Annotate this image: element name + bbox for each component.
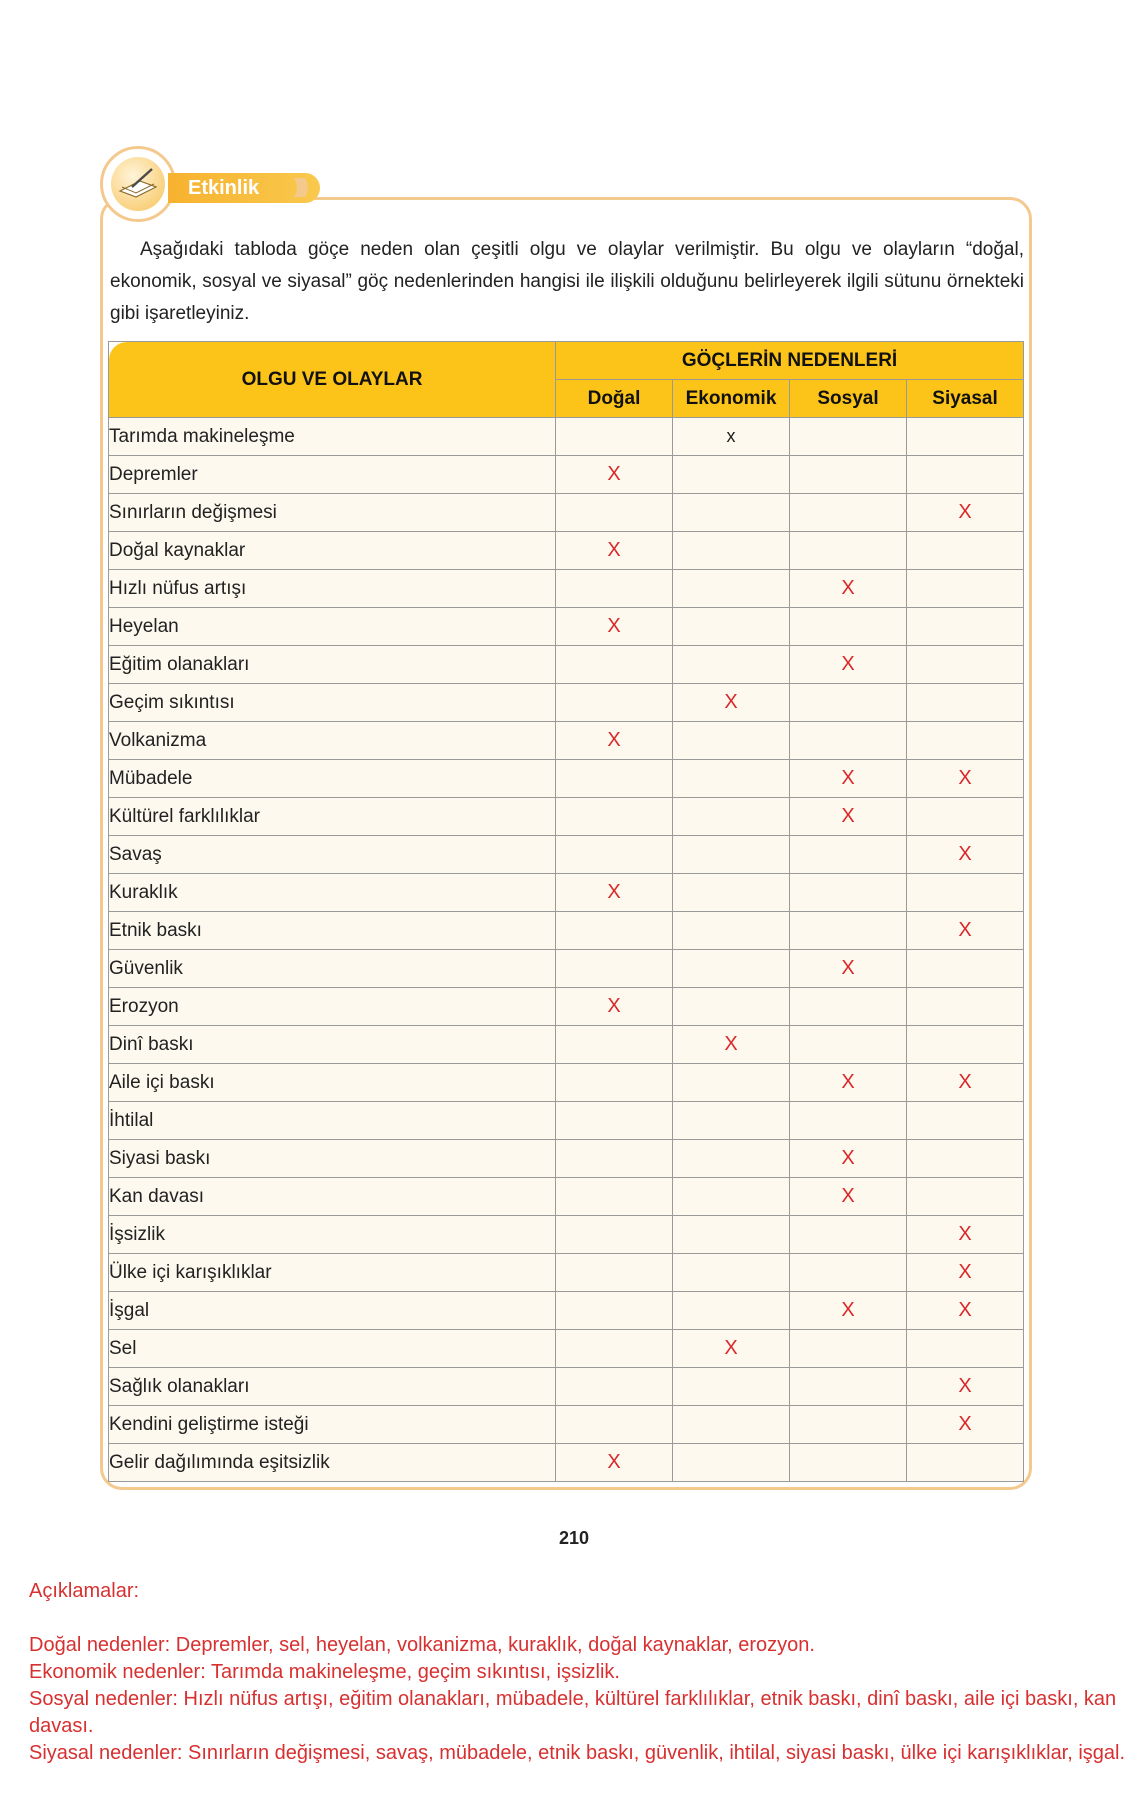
mark-cell (556, 1292, 673, 1330)
table-row (109, 874, 1024, 912)
mark-cell (673, 874, 790, 912)
table-row (109, 646, 1024, 684)
mark-cell (907, 1140, 1024, 1178)
mark-cell (556, 1026, 673, 1064)
table-row (109, 1254, 1024, 1292)
explanation-line-dogal: Doğal nedenler: Depremler, sel, heyelan, volkanizma, kuraklık, doğal kaynaklar, erozyon. (29, 1634, 815, 1656)
row-label: Doğal kaynaklar (109, 532, 556, 570)
mark-cell (556, 418, 673, 456)
mark-cell: X (907, 1292, 1024, 1330)
mark-cell: X (907, 494, 1024, 532)
mark-cell (673, 950, 790, 988)
mark-cell: X (673, 1026, 790, 1064)
mark-cell (673, 798, 790, 836)
mark-cell: X (907, 1064, 1024, 1102)
mark-cell: X (556, 532, 673, 570)
header-goclerin-nedenleri: GÖÇLERİN NEDENLERİ (556, 342, 1024, 380)
mark-cell: X (673, 1330, 790, 1368)
mark-cell (907, 988, 1024, 1026)
row-label: Sağlık olanakları (109, 1368, 556, 1406)
mark-cell (790, 1406, 907, 1444)
mark-cell (790, 722, 907, 760)
row-label: Mübadele (109, 760, 556, 798)
activity-badge (100, 146, 176, 222)
mark-cell: X (907, 836, 1024, 874)
mark-cell (907, 1178, 1024, 1216)
mark-cell: X (556, 722, 673, 760)
mark-cell (790, 1254, 907, 1292)
mark-cell (907, 570, 1024, 608)
mark-cell: X (790, 570, 907, 608)
mark-cell (790, 1368, 907, 1406)
mark-cell (790, 418, 907, 456)
table-row (109, 1140, 1024, 1178)
badge-stripes-icon: )))) (294, 176, 305, 198)
mark-cell (673, 836, 790, 874)
mark-cell (790, 684, 907, 722)
explanation-line-siyasal: Siyasal nedenler: Sınırların değişmesi, savaş, mübadele, etnik baskı, güvenlik, ihtilal, siyasi baskı, ülke içi karışıklıklar, işgal. (29, 1742, 1126, 1764)
mark-cell: X (790, 646, 907, 684)
table-row (109, 1444, 1024, 1482)
mark-cell (673, 1178, 790, 1216)
mark-cell (907, 1330, 1024, 1368)
mark-cell (556, 1368, 673, 1406)
mark-cell (790, 532, 907, 570)
mark-cell: X (790, 1292, 907, 1330)
row-label: Depremler (109, 456, 556, 494)
mark-cell: X (790, 950, 907, 988)
explanation-line-ekonomik: Ekonomik nedenler: Tarımda makineleşme, geçim sıkıntısı, işsizlik. (29, 1661, 620, 1683)
table-row (109, 494, 1024, 532)
mark-cell: X (556, 874, 673, 912)
mark-cell: X (556, 988, 673, 1026)
table-row (109, 760, 1024, 798)
table-row (109, 1102, 1024, 1140)
row-label: Etnik baskı (109, 912, 556, 950)
row-label: Güvenlik (109, 950, 556, 988)
row-label: Kendini geliştirme isteği (109, 1406, 556, 1444)
table-row (109, 570, 1024, 608)
column-header-siyasal: Siyasal (907, 380, 1024, 418)
row-label: Kültürel farklılıklar (109, 798, 556, 836)
mark-cell: X (907, 1216, 1024, 1254)
table-row (109, 1406, 1024, 1444)
header-olgu-ve-olaylar: OLGU VE OLAYLAR (109, 342, 556, 418)
row-label: İşsizlik (109, 1216, 556, 1254)
mark-cell (556, 798, 673, 836)
mark-cell (907, 1444, 1024, 1482)
migration-causes-table (108, 341, 1024, 1482)
activity-badge-label: Etkinlik (168, 173, 320, 203)
row-label: Volkanizma (109, 722, 556, 760)
mark-cell (907, 532, 1024, 570)
row-label: Sel (109, 1330, 556, 1368)
mark-cell (907, 684, 1024, 722)
mark-cell (673, 988, 790, 1026)
table-row (109, 798, 1024, 836)
mark-cell (556, 646, 673, 684)
mark-cell (556, 1216, 673, 1254)
mark-cell (673, 646, 790, 684)
table-row (109, 988, 1024, 1026)
book-pen-icon (111, 157, 165, 211)
mark-cell (556, 1178, 673, 1216)
mark-cell (790, 1216, 907, 1254)
row-label: Heyelan (109, 608, 556, 646)
mark-cell: X (790, 1178, 907, 1216)
explanations (29, 1578, 1139, 1767)
mark-cell (790, 1330, 907, 1368)
mark-cell (673, 608, 790, 646)
mark-cell (556, 912, 673, 950)
mark-cell (673, 1368, 790, 1406)
mark-cell (790, 494, 907, 532)
mark-cell: x (673, 418, 790, 456)
table-row (109, 1330, 1024, 1368)
mark-cell (907, 456, 1024, 494)
mark-cell (556, 570, 673, 608)
table-row (109, 950, 1024, 988)
row-label: Siyasi baskı (109, 1140, 556, 1178)
mark-cell (790, 912, 907, 950)
mark-cell (673, 1216, 790, 1254)
mark-cell: X (556, 608, 673, 646)
mark-cell (790, 608, 907, 646)
mark-cell (556, 1254, 673, 1292)
mark-cell (907, 950, 1024, 988)
row-label: Eğitim olanakları (109, 646, 556, 684)
mark-cell (907, 874, 1024, 912)
mark-cell (673, 532, 790, 570)
row-label: Geçim sıkıntısı (109, 684, 556, 722)
row-label: İşgal (109, 1292, 556, 1330)
mark-cell (790, 1026, 907, 1064)
mark-cell (673, 1254, 790, 1292)
mark-cell: X (673, 684, 790, 722)
mark-cell (673, 456, 790, 494)
mark-cell (556, 1330, 673, 1368)
mark-cell (673, 1406, 790, 1444)
table-row (109, 722, 1024, 760)
intro-paragraph: Aşağıdaki tabloda göçe neden olan çeşitli olgu ve olaylar verilmiştir. Bu olgu ve olayların “doğal, ekonomik, sosyal ve siyasal” göç nedenlerinden hangisi ile ilişkili olduğunu belirleyerek ilgili sütunu örnekteki gibi işaretleyiniz. (110, 239, 1024, 324)
explanation-line-sosyal: Sosyal nedenler: Hızlı nüfus artışı, eğitim olanakları, mübadele, kültürel farklılıklar, etnik baskı, dinî baskı, aile içi baskı, kan davası. (29, 1688, 1117, 1737)
row-label: İhtilal (109, 1102, 556, 1140)
mark-cell (790, 874, 907, 912)
row-label: Hızlı nüfus artışı (109, 570, 556, 608)
mark-cell: X (556, 456, 673, 494)
mark-cell (907, 798, 1024, 836)
mark-cell (673, 570, 790, 608)
mark-cell (907, 646, 1024, 684)
mark-cell (790, 836, 907, 874)
column-header-dogal: Doğal (556, 380, 673, 418)
mark-cell (673, 1444, 790, 1482)
row-label: Sınırların değişmesi (109, 494, 556, 532)
mark-cell: X (790, 798, 907, 836)
row-label: Gelir dağılımında eşitsizlik (109, 1444, 556, 1482)
mark-cell: X (907, 1368, 1024, 1406)
mark-cell (907, 418, 1024, 456)
mark-cell (907, 608, 1024, 646)
mark-cell: X (907, 912, 1024, 950)
mark-cell: X (556, 1444, 673, 1482)
mark-cell (673, 494, 790, 532)
mark-cell (907, 1102, 1024, 1140)
row-label: Ülke içi karışıklıklar (109, 1254, 556, 1292)
mark-cell (907, 1026, 1024, 1064)
row-label: Erozyon (109, 988, 556, 1026)
mark-cell (556, 684, 673, 722)
mark-cell (790, 1444, 907, 1482)
mark-cell (673, 1292, 790, 1330)
mark-cell: X (790, 1140, 907, 1178)
table-row (109, 608, 1024, 646)
mark-cell: X (907, 760, 1024, 798)
mark-cell: X (790, 760, 907, 798)
mark-cell (673, 912, 790, 950)
row-label: Aile içi baskı (109, 1064, 556, 1102)
row-label: Tarımda makineleşme (109, 418, 556, 456)
row-label: Savaş (109, 836, 556, 874)
column-header-ekonomik: Ekonomik (673, 380, 790, 418)
mark-cell (673, 722, 790, 760)
row-label: Dinî baskı (109, 1026, 556, 1064)
table-row (109, 1216, 1024, 1254)
mark-cell (556, 950, 673, 988)
table-row (109, 912, 1024, 950)
table-row (109, 684, 1024, 722)
mark-cell (556, 1064, 673, 1102)
mark-cell (556, 1102, 673, 1140)
explanations-heading: Açıklamalar: (29, 1580, 140, 1602)
mark-cell (673, 760, 790, 798)
row-label: Kuraklık (109, 874, 556, 912)
mark-cell: X (907, 1254, 1024, 1292)
table-row (109, 1292, 1024, 1330)
mark-cell (556, 1140, 673, 1178)
mark-cell (790, 988, 907, 1026)
table-row (109, 1178, 1024, 1216)
table-row (109, 836, 1024, 874)
mark-cell (790, 1102, 907, 1140)
mark-cell (556, 760, 673, 798)
mark-cell (556, 836, 673, 874)
mark-cell (673, 1064, 790, 1102)
mark-cell (907, 722, 1024, 760)
table-row (109, 1368, 1024, 1406)
table-row (109, 1064, 1024, 1102)
mark-cell: X (907, 1406, 1024, 1444)
column-header-sosyal: Sosyal (790, 380, 907, 418)
mark-cell (556, 1406, 673, 1444)
table-row (109, 456, 1024, 494)
mark-cell: X (790, 1064, 907, 1102)
mark-cell (673, 1140, 790, 1178)
table-body (109, 418, 1024, 1482)
mark-cell (673, 1102, 790, 1140)
row-label: Kan davası (109, 1178, 556, 1216)
table-row (109, 418, 1024, 456)
table-row (109, 1026, 1024, 1064)
table-row (109, 532, 1024, 570)
mark-cell (790, 456, 907, 494)
page-number: 210 (558, 1528, 590, 1548)
mark-cell (556, 494, 673, 532)
